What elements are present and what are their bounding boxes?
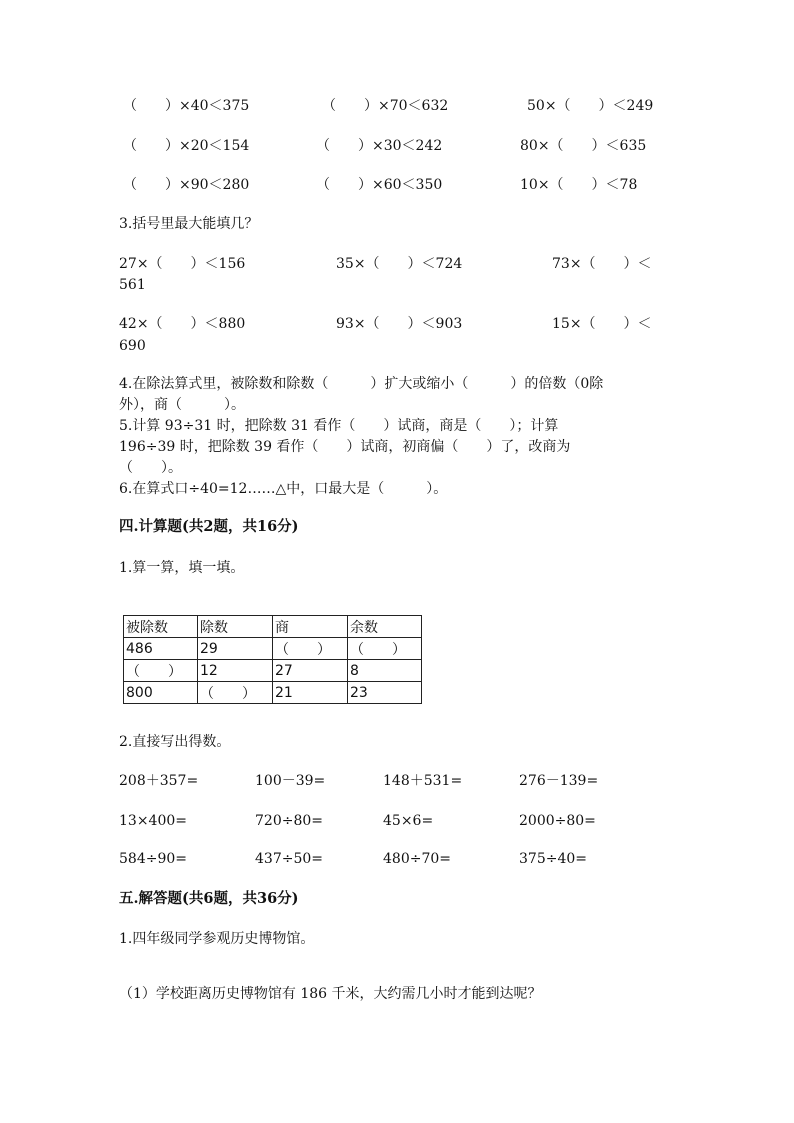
ans1-title: 1.四年级同学参观历史博物馆。 — [119, 931, 315, 947]
table-cell-blank[interactable]: （ ） — [198, 682, 273, 704]
ineq-r2-c2: 10×（ ）＜78 — [520, 177, 638, 193]
table-cell-blank[interactable]: （ ） — [124, 660, 198, 682]
calc2-item: 375÷40= — [519, 851, 587, 867]
ineq-r1-c1: （ ）×30＜242 — [316, 138, 443, 154]
table-cell: 8 — [348, 660, 422, 682]
q5-line1: 5.计算 93÷31 时，把除数 31 看作（ ）试商，商是（ ）；计算 — [119, 418, 559, 434]
q3-r1-wrap: 690 — [119, 338, 146, 354]
calc2-item: 276－139= — [519, 773, 599, 789]
calc2-item: 584÷90= — [119, 851, 187, 867]
table-cell: 486 — [124, 638, 198, 660]
calc1-title: 1.算一算，填一填。 — [119, 560, 245, 576]
q6-text: 6.在算式口÷40=12……△中，口最大是（ ）。 — [119, 481, 448, 497]
division-table — [123, 615, 422, 704]
table-header: 除数 — [198, 616, 273, 638]
q3-r0-c2: 73×（ ）＜ — [552, 256, 652, 272]
q3-r0-c1: 35×（ ）＜724 — [336, 256, 463, 272]
ineq-r1-c2: 80×（ ）＜635 — [520, 138, 647, 154]
table-cell: 800 — [124, 682, 198, 704]
table-header: 余数 — [348, 616, 422, 638]
ineq-r0-c0: （ ）×40＜375 — [123, 98, 250, 114]
ineq-r0-c1: （ ）×70＜632 — [322, 98, 449, 114]
table-cell: 29 — [198, 638, 273, 660]
calc2-item: 100－39= — [255, 773, 326, 789]
calc2-item: 45×6= — [383, 813, 434, 829]
q4-line2: 外），商（ ）。 — [119, 397, 245, 413]
q3-r0-c0: 27×（ ）＜156 — [119, 256, 246, 272]
table-cell: 23 — [348, 682, 422, 704]
table-row — [124, 638, 422, 660]
calc2-item: 208＋357= — [119, 773, 199, 789]
q3-r1-c2: 15×（ ）＜ — [552, 316, 652, 332]
table-cell: 27 — [273, 660, 348, 682]
calc2-item: 13×400= — [119, 813, 187, 829]
calc2-item: 2000÷80= — [519, 813, 596, 829]
table-header: 被除数 — [124, 616, 198, 638]
table-row — [124, 682, 422, 704]
section5-title: 五.解答题(共6题，共36分) — [119, 890, 299, 907]
table-cell: 12 — [198, 660, 273, 682]
calc2-item: 480÷70= — [383, 851, 451, 867]
table-cell-blank[interactable]: （ ） — [348, 638, 422, 660]
q5-line3: （ ）。 — [119, 460, 182, 476]
q3-r1-c0: 42×（ ）＜880 — [119, 316, 246, 332]
table-cell: 21 — [273, 682, 348, 704]
calc2-title: 2.直接写出得数。 — [119, 734, 231, 750]
table-row — [124, 660, 422, 682]
calc2-item: 437÷50= — [255, 851, 323, 867]
section4-title: 四.计算题(共2题，共16分) — [119, 518, 299, 535]
table-cell-blank[interactable]: （ ） — [273, 638, 348, 660]
q3-r1-c1: 93×（ ）＜903 — [336, 316, 463, 332]
ineq-r0-c2: 50×（ ）＜249 — [527, 98, 654, 114]
ineq-r2-c1: （ ）×60＜350 — [316, 177, 443, 193]
q3-title: 3.括号里最大能填几？ — [119, 216, 259, 232]
calc2-item: 720÷80= — [255, 813, 323, 829]
q5-line2: 196÷39 时，把除数 39 看作（ ）试商，初商偏（ ）了，改商为 — [119, 439, 571, 455]
q3-r0-wrap: 561 — [119, 277, 146, 293]
calc2-item: 148＋531= — [383, 773, 463, 789]
ineq-r1-c0: （ ）×20＜154 — [123, 138, 250, 154]
table-header-row — [124, 616, 422, 638]
q4-line1: 4.在除法算式里，被除数和除数（ ）扩大或缩小（ ）的倍数（0除 — [119, 376, 604, 392]
table-header: 商 — [273, 616, 348, 638]
ineq-r2-c0: （ ）×90＜280 — [123, 177, 250, 193]
ans1-sub1: （1）学校距离历史博物馆有 186 千米，大约需几小时才能到达呢？ — [119, 986, 542, 1002]
